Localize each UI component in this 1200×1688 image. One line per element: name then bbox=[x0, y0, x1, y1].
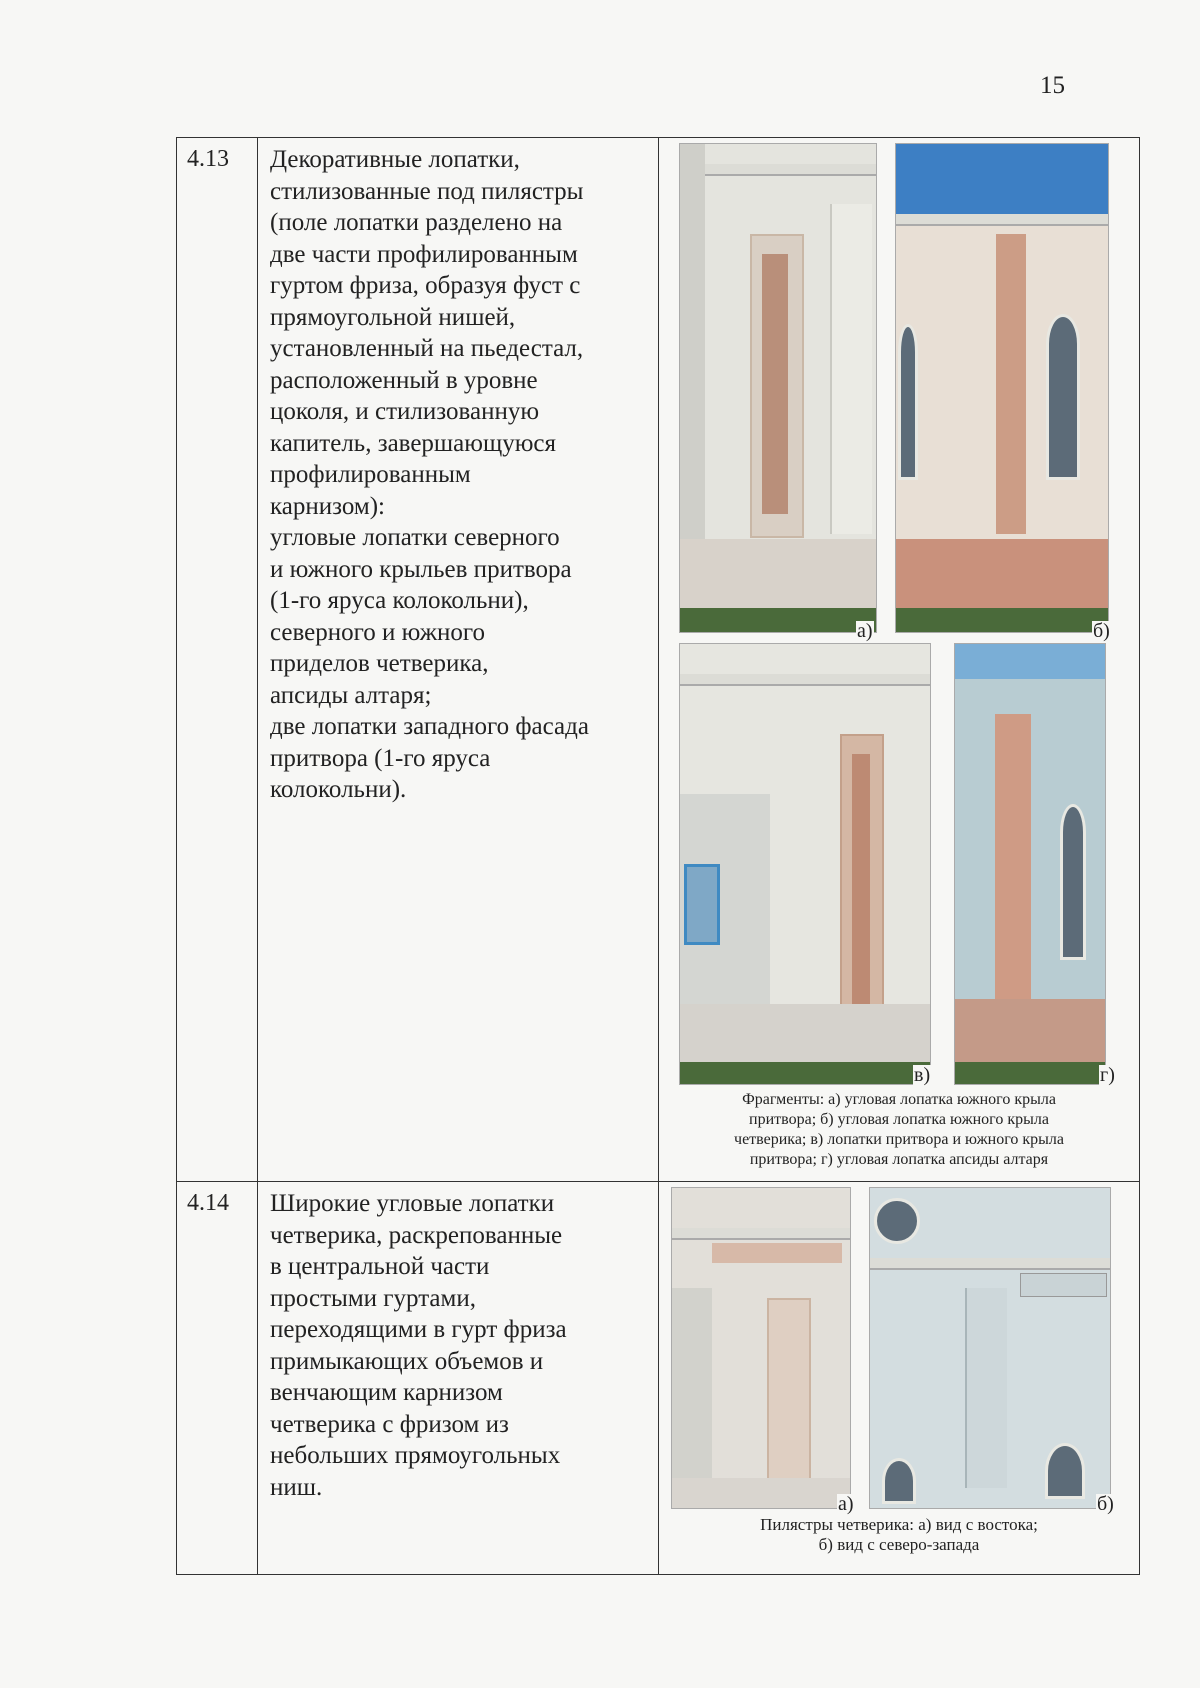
photo-label: в) bbox=[914, 1064, 931, 1086]
caption-line: Пилястры четверика: а) вид с востока; bbox=[760, 1515, 1038, 1534]
page-number: 15 bbox=[1040, 72, 1065, 99]
photo-label: б) bbox=[1093, 620, 1110, 642]
photo-quadrangle-northwest bbox=[869, 1187, 1111, 1509]
photo-quadrangle-east bbox=[671, 1187, 851, 1509]
caption-line: притвора; г) угловая лопатка апсиды алтаря bbox=[749, 1151, 1049, 1168]
photo-label: б) bbox=[1097, 1493, 1114, 1515]
photo-label: г) bbox=[1100, 1064, 1115, 1086]
table-row bbox=[177, 138, 1140, 1182]
photo-cell bbox=[659, 138, 1140, 1182]
table-row bbox=[177, 1182, 1140, 1575]
photo-cell bbox=[659, 1182, 1140, 1575]
photo-pilaster-v bbox=[679, 643, 931, 1085]
photo-label: а) bbox=[857, 620, 873, 642]
item-description: Декоративные лопатки, стилизованные под пилястры (поле лопатки разделено на две части профилированным гуртом фриза, образуя фуст с прямоугольной нишей, установленный на пьедестал, расположенный в уровне цоколя, и стилизованную капитель, завершающуюся профилированным карнизом): угловые лопатки северного и южного крыльев притвора (1-го яруса колокольни), северного и южного приделов четверика, апсиды алтаря; две лопатки западного фасада притвора (1-го яруса колокольни). bbox=[258, 138, 659, 1182]
caption-line: б) вид с северо-запада bbox=[818, 1535, 980, 1554]
photo-pilaster-g bbox=[954, 643, 1106, 1085]
photo-pilaster-a bbox=[679, 143, 877, 633]
photo-label: а) bbox=[838, 1493, 854, 1515]
caption-line: притвора; б) угловая лопатка южного крыла bbox=[749, 1111, 1049, 1128]
caption-line: Фрагменты: а) угловая лопатка южного крыла bbox=[742, 1091, 1056, 1108]
caption-line: четверика; в) лопатки притвора и южного крыла bbox=[734, 1131, 1064, 1148]
item-description: Широкие угловые лопатки четверика, раскрепованные в центральной части простыми гуртами, переходящими в гурт фриза примыкающих объемов и венчающим карнизом четверика с фризом из небольших прямоугольных ниш. bbox=[258, 1182, 659, 1575]
photo-caption bbox=[659, 1090, 1139, 1170]
photo-caption bbox=[659, 1515, 1139, 1555]
item-number: 4.14 bbox=[177, 1182, 258, 1575]
item-number: 4.13 bbox=[177, 138, 258, 1182]
photo-pilaster-b bbox=[895, 143, 1109, 633]
features-table bbox=[176, 137, 1140, 1575]
